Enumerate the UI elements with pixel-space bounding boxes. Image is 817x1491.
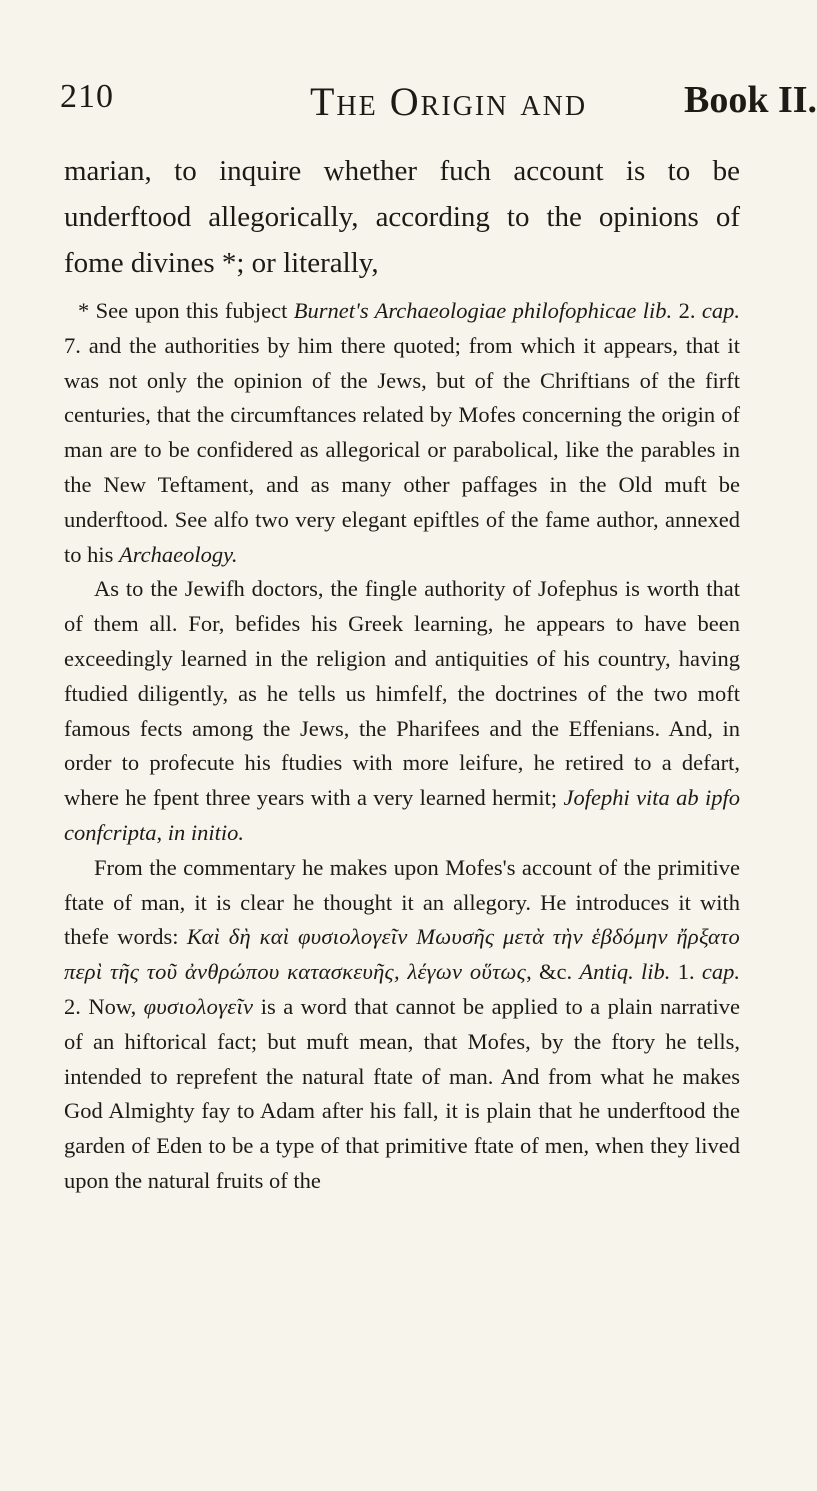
running-title: The Origin and	[310, 79, 588, 124]
citation-title: Antiq. lib.	[579, 959, 671, 985]
citation-title: Archaeology.	[119, 541, 238, 567]
citation-cap: cap.	[701, 959, 740, 985]
footnote-text: 7. and the authorities by him there quoted; from which it appears, that it was not only the opinion of the Jews, but of the Chriftians of the firft centuries, that the circumftances related by Mofes concerning the origin of man are to be confidered as allegorical or parabolical, like the parables in the New Teftament, and as many other paffages in the Old muft be underftood. See alfo two very elegant epiftles of the fame author, annexed to his	[64, 332, 740, 567]
citation-cap: cap.	[701, 298, 740, 323]
footnote-text: 1.	[670, 959, 702, 985]
citation-title: Jofephi vita ab ipfo confcripta	[64, 785, 741, 845]
greek-quotation: Καὶ δὴ καὶ φυσιολογεῖν Μωυσῆς μετὰ τὴν ἑβδόμην ἤρξατο περὶ τῆς τοῦ ἀνθρώπου κατασκευῆς, λέγων οὕτως	[64, 924, 741, 985]
footnote-text: From the commentary he makes upon Mofes's account of the primitive ftate of man, it is clear he thought it an allegory. He introduces it with thefe words:	[64, 854, 740, 950]
footnote-text: 2.	[672, 298, 702, 323]
footnote-paragraph-1	[64, 294, 740, 572]
footnote-text: is a word that cannot be applied to a plain narrative of an hiftorical fact; but muft mean, that Mofes, by the ftory he tells, intended to reprefent the natural ftate of man. And from what he makes God Almighty fay to Adam after his fall, it is plain that he underftood the garden of Eden to be a type of that primitive ftate of men, when they lived upon the natural fruits of the	[64, 993, 740, 1193]
citation-title: in initio.	[167, 819, 244, 845]
footnote-text: , &c.	[526, 959, 580, 985]
main-text: marian, to inquire whether fuch account is to be underftood allegorically, according to the opinions of fome divines *; or literally,	[64, 155, 740, 279]
footnote-marker: *	[78, 298, 96, 323]
footnote-text: 2. Now,	[64, 993, 144, 1019]
page-number: 210	[60, 78, 114, 115]
footnote-paragraph-3	[64, 851, 740, 1199]
running-header	[60, 78, 817, 126]
footnote	[64, 294, 740, 1199]
book-label: Book II.	[684, 79, 817, 121]
footnote-paragraph-2	[64, 572, 740, 850]
footnote-text: ,	[156, 819, 168, 845]
footnote-text: As to the Jewifh doctors, the fingle authority of Jofephus is worth that of them all. For, befides his Greek learning, he appears to have been exceedingly learned in the religion and antiquities of his country, having ftudied diligently, as he tells us himfelf, the doctrines of the two moft famous fects among the Jews, the Pharifees and the Effenians. And, in order to profecute his ftudies with more leifure, he retired to a defart, where he fpent three years with a very learned hermit;	[64, 576, 740, 811]
footnote-text: See upon this fubject	[95, 298, 294, 323]
greek-word: φυσιολογεῖν	[143, 993, 254, 1019]
citation-title: Burnet's Archaeologiae philofophicae lib.	[293, 298, 673, 323]
